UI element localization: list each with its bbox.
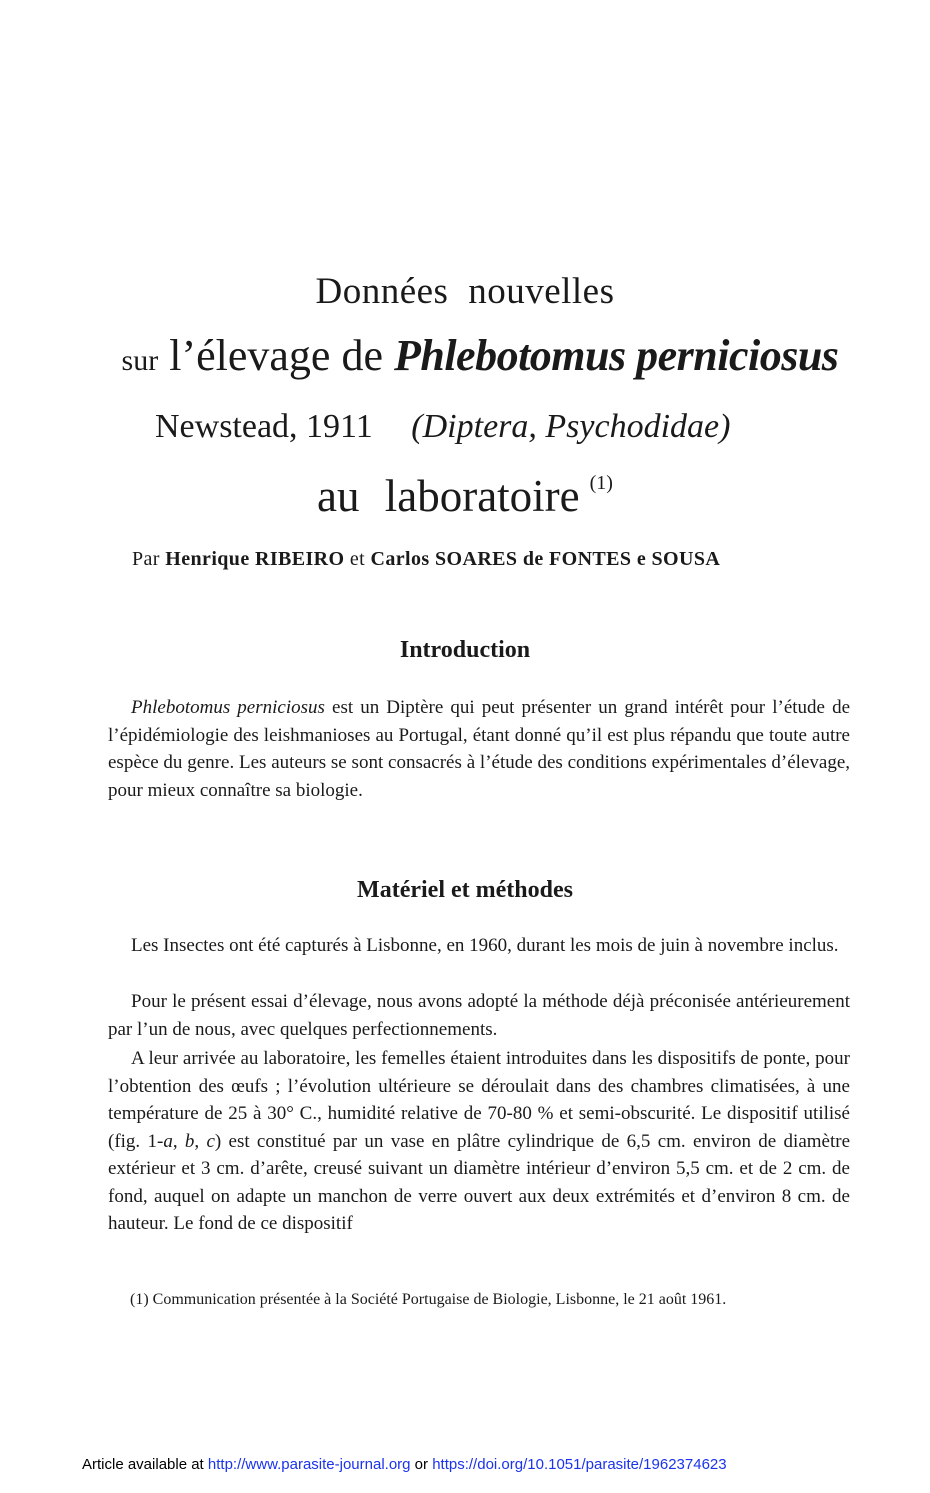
title-line-3 (155, 408, 795, 446)
title-line-4 (0, 470, 930, 522)
intro-species: Phlebotomus perniciosus (131, 697, 325, 718)
title-prefix: sur (121, 344, 159, 377)
methods-p3-text-b: ) est constitué par un vase en plâtre cylindrique de 6,5 cm. environ de diamètre extérieur et 3 cm. d’arête, creusé suivant un diamètre intérieur d’environ 5,5 cm. et de 2 cm. de fond, auquel on adapte un manchon de verre ouvert aux deux extrémités et d’environ 8 cm. de hauteur. Le fond de ce dispositif (108, 1130, 851, 1234)
methods-p3-text-a: A leur arrivée au laboratoire, les femelles étaient introduites dans les dispositifs de ponte, pour l’obtention des œufs ; l’évolution ultérieure se déroulait dans des chambres climatisées, à une température de 25 à 30° C., humidité relative de 70-80 % et semi-obscurité. Le dispositif utilisé (fig. 1- (108, 1048, 850, 1152)
author-2: Carlos SOARES de FONTES e SOUSA (370, 548, 721, 570)
title-footnote-marker: (1) (589, 472, 613, 494)
journal-link[interactable]: http://www.parasite-journal.org (207, 1456, 411, 1473)
title-line-1: Données nouvelles (315, 271, 615, 312)
intro-text: est un Diptère qui peut présenter un grand intérêt pour l’étude de l’épidémiologie des leishmanioses au Portugal, étant donné qu’il est plus répandu que toute autre espèce du genre. Les auteurs se sont consacrés à l’étude des conditions expérimentales d’élevage, pour mieux connaître sa biologie. (108, 697, 851, 801)
title-main: l’élevage de (169, 331, 383, 380)
fig-ref-sep-1: , (172, 1130, 185, 1152)
methods-p2-text: Pour le présent essai d’élevage, nous avons adopté la méthode déjà préconisée antérieurement par l’un de nous, avec quelques perfectionnements. (108, 991, 850, 1040)
fig-ref-sep-2: , (194, 1130, 207, 1152)
author-1: Henrique RIBEIRO (165, 548, 345, 570)
title-authority: Newstead, 1911 (155, 408, 373, 445)
author-et: et (349, 548, 366, 570)
author-line (132, 548, 832, 571)
doi-link[interactable]: https://doi.org/10.1051/parasite/1962374623 (432, 1456, 727, 1473)
methods-p1-text: Les Insectes ont été capturés à Lisbonne, en 1960, durant les mois de juin à novembre inclus. (131, 935, 839, 956)
footnote (108, 1291, 850, 1309)
introduction-paragraph (108, 694, 850, 804)
fig-ref-a: a (163, 1130, 173, 1152)
article-availability-line (82, 1456, 862, 1473)
title-taxon: (Diptera, Psychodidae) (411, 408, 731, 445)
author-par: Par (132, 548, 160, 570)
title-end: au laboratoire (317, 471, 580, 521)
methods-paragraph-3 (108, 1045, 850, 1238)
fig-ref-b: b (184, 1130, 195, 1152)
title-line-2 (100, 330, 860, 381)
methods-heading: Matériel et méthodes (357, 877, 573, 903)
title-species: Phlebotomus perniciosus (393, 331, 839, 380)
fig-ref-c: c (206, 1130, 215, 1152)
introduction-heading: Introduction (399, 637, 531, 663)
footnote-text: (1) Communication présentée à la Société Portugaise de Biologie, Lisbonne, le 21 août 1961. (130, 1291, 727, 1308)
availability-or: or (410, 1456, 433, 1473)
methods-paragraph-1 (108, 932, 850, 960)
methods-paragraph-2 (108, 988, 850, 1043)
availability-prefix: Article available at (82, 1456, 208, 1473)
